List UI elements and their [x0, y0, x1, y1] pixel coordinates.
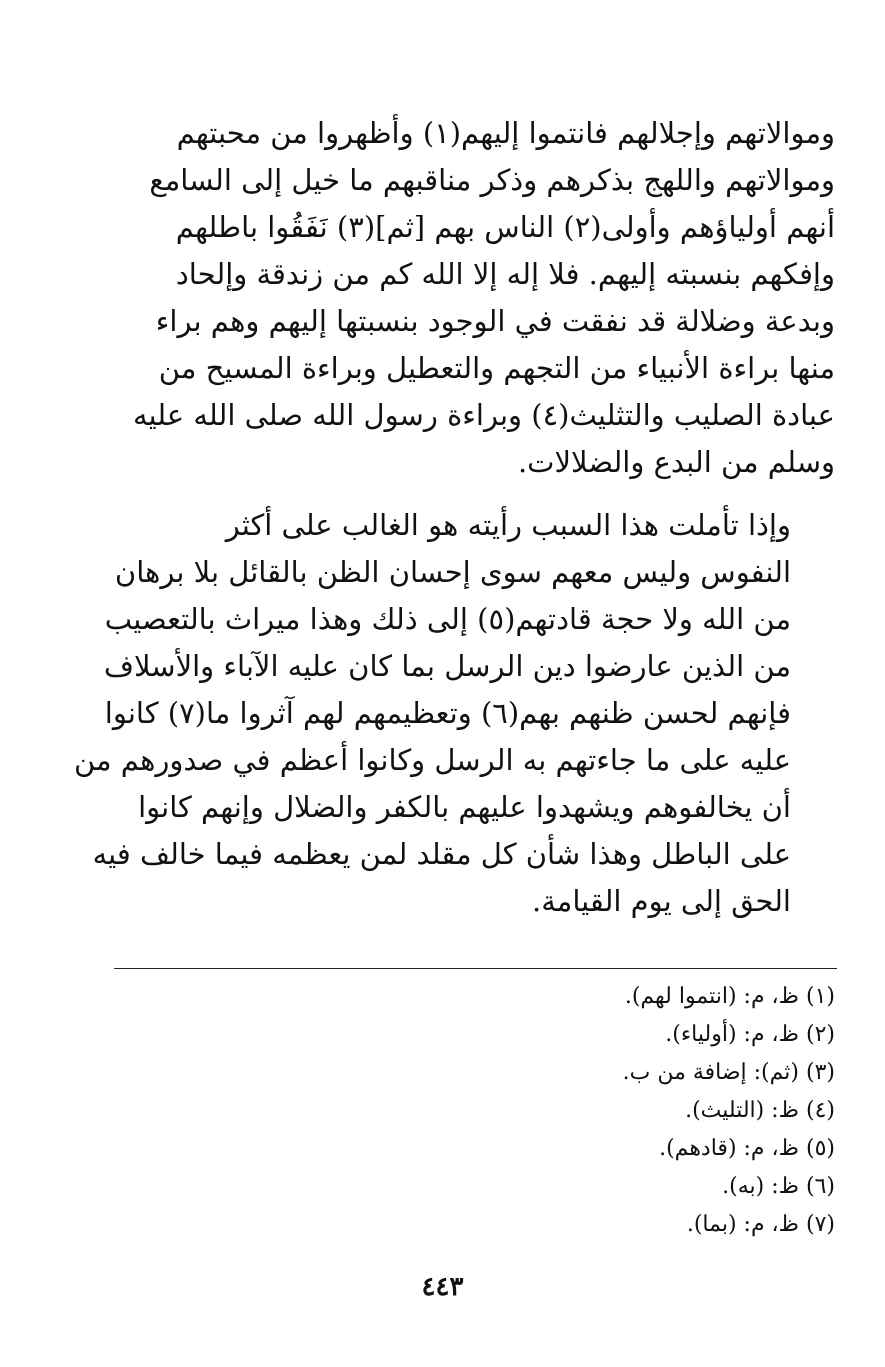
text-line: من الذين عارضوا دين الرسل بما كان عليه الآباء والأسلاف [103, 649, 791, 683]
footnote-7: (٧) ظ، م: (بما). [686, 1212, 835, 1237]
footnote-1: (١) ظ، م: (انتموا لهم). [624, 984, 835, 1009]
text-line: منها براءة الأنبياء من التجهم والتعطيل وبراءة المسيح من [158, 351, 835, 385]
text-line: وسلم من البدع والضلالات. [517, 445, 835, 479]
footnote-3: (٣) (ثم): إضافة من ب. [622, 1060, 835, 1085]
text-line: وإفكهم بنسبته إليهم. فلا إله إلا الله كم من زندقة وإلحاد [175, 257, 835, 291]
text-line: وموالاتهم واللهج بذكرهم وذكر مناقبهم ما خيل إلى السامع [149, 163, 835, 197]
page-number: ٤٤٣ [421, 1272, 464, 1302]
footnote-separator [114, 968, 837, 969]
footnote-2: (٢) ظ، م: (أولياء). [665, 1022, 835, 1047]
footnotes [235, 978, 835, 1244]
text-line: على الباطل وهذا شأن كل مقلد لمن يعظمه فيما خالف فيه [92, 837, 791, 871]
footnote-5: (٥) ظ، م: (قادهم). [659, 1136, 835, 1161]
paragraph-2 [73, 502, 835, 925]
text-line: عبادة الصليب والتثليث(٤) وبراءة رسول الله صلى الله عليه [132, 398, 835, 432]
footnote-4: (٤) ظ: (التليث). [685, 1098, 835, 1123]
text-line: الحق إلى يوم القيامة. [532, 884, 791, 918]
text-line: النفوس وليس معهم سوى إحسان الظن بالقائل بلا برهان [114, 555, 791, 589]
text-line: من الله ولا حجة قادتهم(٥) إلى ذلك وهذا ميراث بالتعصيب [104, 602, 791, 636]
text-line: أنهم أولياؤهم وأولى(٢) الناس بهم [ثم](٣) نَفَقُوا باطلهم [175, 210, 835, 244]
text-line: وبدعة وضلالة قد نفقت في الوجود بنسبتها إليهم وهم براء [155, 304, 835, 338]
text-line: عليه على ما جاءتهم به الرسل وكانوا أعظم في صدورهم من [73, 743, 791, 777]
footnote-6: (٦) ظ: (به). [722, 1174, 835, 1199]
main-text-body [73, 110, 835, 941]
text-line: وإذا تأملت هذا السبب رأيته هو الغالب على أكثر [225, 508, 791, 542]
text-line: أن يخالفوهم ويشهدوا عليهم بالكفر والضلال وإنهم كانوا [138, 790, 791, 824]
paragraph-1 [132, 110, 835, 486]
text-line: فإنهم لحسن ظنهم بهم(٦) وتعظيمهم لهم آثروا ما(٧) كانوا [104, 696, 791, 730]
text-line: وموالاتهم وإجلالهم فانتموا إليهم(١) وأظهروا من محبتهم [176, 116, 835, 150]
